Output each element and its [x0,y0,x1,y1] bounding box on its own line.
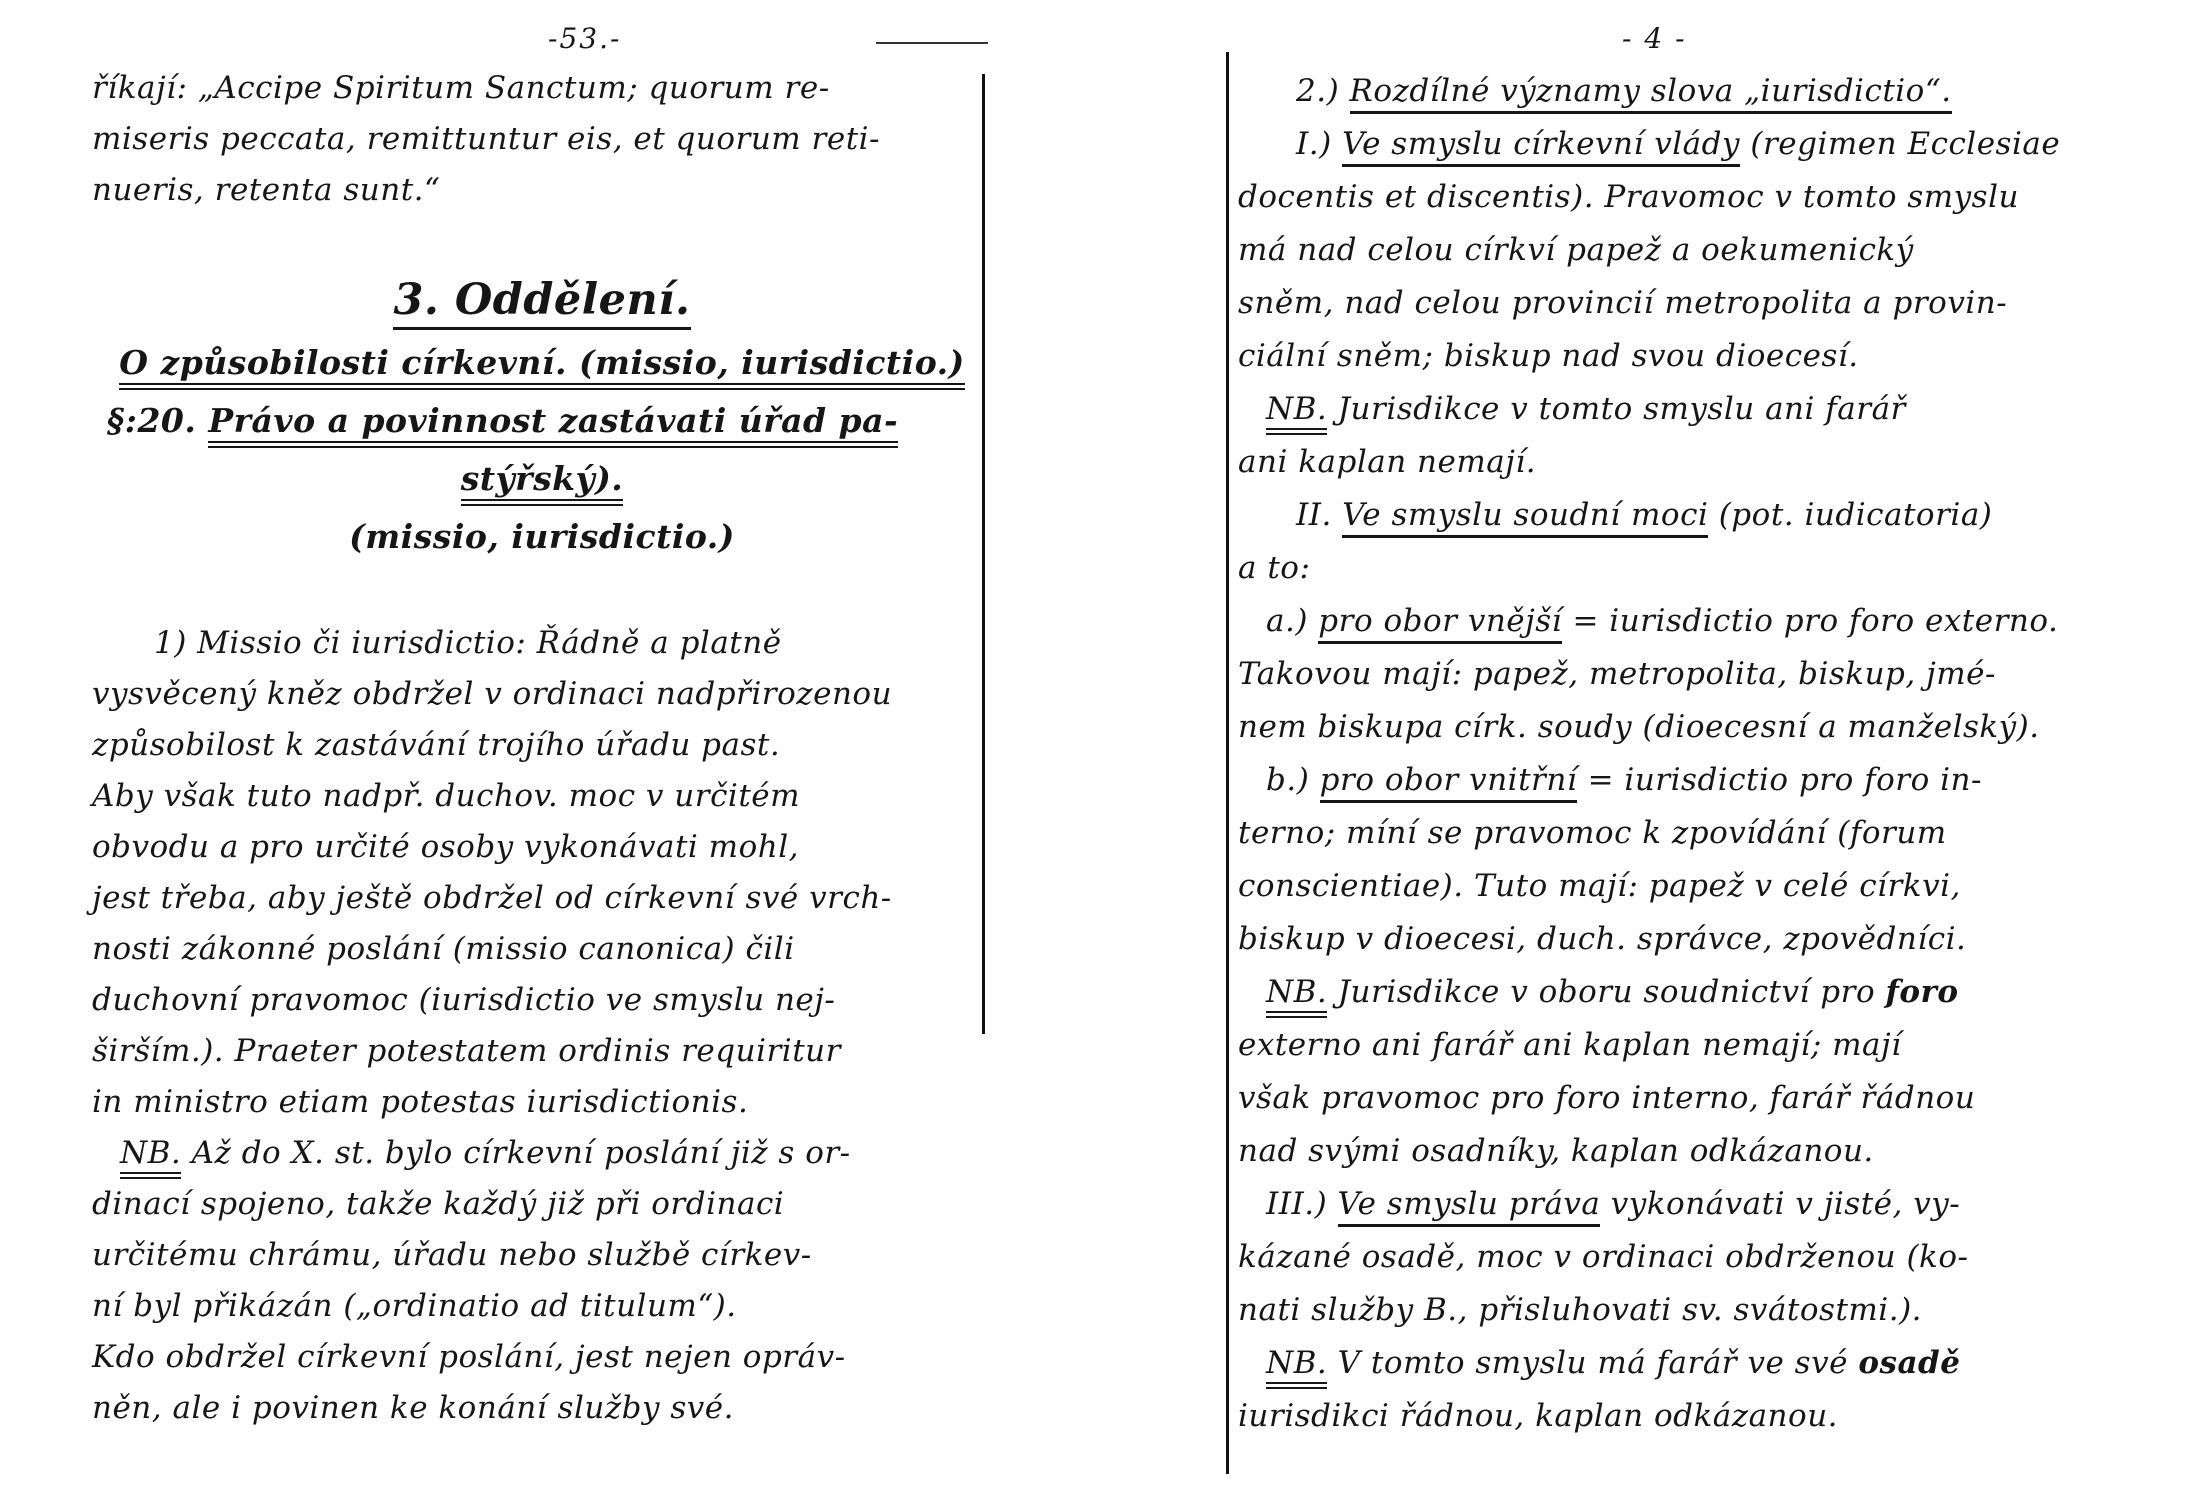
handwritten-text-line [1238,1232,2158,1285]
text-segment: ní byl přikázán („ordinatio ad titulum“). [92,1288,737,1324]
handwritten-text-line [1238,808,2158,861]
underlined-phrase: Ve smyslu práva [1338,1186,1601,1227]
text-segment: říkají: „Accipe Spiritum Sanctum; quorum re- [92,70,830,106]
handwritten-text-line [1238,755,2158,808]
handwritten-text-line [92,166,992,217]
text-segment: (regimen Ecclesiae [1740,126,2061,162]
text-segment: širším.). Praeter potestatem ordinis requiritur [92,1033,841,1069]
text-segment: I.) [1296,126,1343,162]
handwritten-text-line [92,1231,992,1282]
text-segment: dinací spojeno, takže každý již při ordinaci [92,1186,785,1222]
text-segment: miseris peccata, remittuntur eis, et quorum reti- [92,121,881,157]
text-segment: terno; míní se pravomoc k zpovídání (forum [1238,815,1947,851]
text-segment: sněm, nad celou provincií metropolita a provin- [1238,285,2008,321]
underlined-phrase: Ve smyslu soudní moci [1342,497,1708,538]
text-segment: (missio, iurisdictio.) [349,517,735,556]
handwritten-text-line [1238,1391,2158,1444]
handwritten-text-line [1238,490,2158,543]
handwritten-text-line [92,925,992,976]
text-segment: iurisdikci řádnou, kaplan odkázanou. [1238,1398,1839,1434]
text-segment: II. [1296,497,1343,533]
text-segment: III.) [1266,1186,1338,1222]
text-segment: foro [1885,974,1959,1010]
handwritten-text-line [92,217,992,268]
handwritten-text-line [92,1078,992,1129]
text-segment: ani kaplan nemají. [1238,444,1537,480]
text-segment: conscientiae). Tuto mají: papež v celé církvi, [1238,868,1961,904]
underlined-phrase: NB. [1266,1345,1327,1389]
underlined-phrase: pro obor vnější [1318,603,1562,644]
underlined-phrase: NB. [1266,391,1327,435]
handwritten-text-line [1238,119,2158,172]
text-segment: vysvěcený kněz obdržel v ordinaci nadpřirozenou [92,676,893,712]
underlined-phrase: 3. Oddělení. [393,275,690,330]
handwritten-text-line [92,1180,992,1231]
text-segment: = iurisdictio pro foro externo. [1562,603,2059,639]
handwritten-text-line [1238,1126,2158,1179]
text-segment: jest třeba, aby ještě obdržel od církevní své vrch- [92,880,892,916]
handwritten-text-line [1238,331,2158,384]
handwritten-text-line [92,670,992,721]
handwritten-text-line [92,874,992,925]
manuscript-page-right [1238,66,2158,1444]
handwritten-text-line [1238,702,2158,755]
text-segment: Až do X. st. bylo církevní poslání již s or- [181,1135,851,1171]
page-number-right: - 4 - [1622,22,1687,55]
text-segment: způsobilost k zastávání trojího úřadu past. [92,727,781,763]
handwritten-text-line [1238,1338,2158,1391]
text-segment: kázané osadě, moc v ordinaci obdrženou (ko- [1238,1239,1969,1275]
text-segment: 2.) [1296,73,1350,109]
handwritten-text-line [92,1282,992,1333]
text-segment: a to: [1238,550,1311,586]
text-segment: vykonávati v jisté, vy- [1600,1186,1961,1222]
page-number-left: -53.- [548,22,622,55]
text-segment: in ministro etiam potestas iurisdictionis. [92,1084,749,1120]
handwritten-text-line [92,619,992,670]
text-segment: nueris, retenta sunt.“ [92,172,441,208]
underlined-phrase: Ve smyslu církevní vlády [1342,126,1740,167]
text-segment: b.) [1266,762,1320,798]
handwritten-text-line [92,823,992,874]
manuscript-page-left [92,64,992,1435]
handwritten-text-line [92,1129,992,1180]
handwritten-text-line [1238,66,2158,119]
underlined-phrase: stýřský). [461,459,624,506]
text-segment: V tomto smyslu má farář ve své [1327,1345,1859,1381]
handwritten-text-line [92,772,992,823]
text-segment: Kdo obdržel církevní poslání, jest nejen opráv- [92,1339,846,1375]
handwritten-text-line [1238,437,2158,490]
handwritten-text-line [92,452,992,510]
handwritten-text-line [1238,1285,2158,1338]
text-segment: Aby však tuto nadpř. duchov. moc v určitém [92,778,801,814]
text-segment: nati služby B., přisluhovati sv. svátostmi.). [1238,1292,1923,1328]
text-segment: Jurisdikce v tomto smyslu ani farář [1327,391,1906,427]
handwritten-text-line [92,510,992,568]
handwritten-text-line [1238,1179,2158,1232]
handwritten-text-line [1238,1020,2158,1073]
underlined-phrase: Rozdílné významy slova „iurisdictio“. [1350,73,1952,114]
text-segment: nem biskupa círk. soudy (dioecesní a manželský). [1238,709,2040,745]
text-segment: má nad celou církví papež a oekumenický [1238,232,1914,268]
underlined-phrase: pro obor vnitřní [1320,762,1578,803]
handwritten-text-line [1238,172,2158,225]
handwritten-text-line [92,115,992,166]
text-segment: 1) Missio či iurisdictio: Řádně a platně [154,625,782,661]
handwritten-text-line [92,976,992,1027]
handwritten-text-line [1238,278,2158,331]
handwritten-text-line [1238,384,2158,437]
handwritten-text-line [92,1384,992,1435]
text-segment: (pot. iudicatoria) [1708,497,1993,533]
text-segment: = iurisdictio pro foro in- [1577,762,1982,798]
handwritten-text-line [92,1333,992,1384]
text-segment: §:20. [107,401,209,440]
text-segment: určitému chrámu, úřadu nebo službě církev- [92,1237,812,1273]
text-segment: Takovou mají: papež, metropolita, biskup, jmé- [1238,656,1996,692]
underlined-phrase: O způsobilosti církevní. (missio, iurisdictio.) [119,343,965,390]
text-segment: duchovní pravomoc (iurisdictio ve smyslu nej- [92,982,836,1018]
handwritten-text-line [92,721,992,772]
text-segment: nad svými osadníky, kaplan odkázanou. [1238,1133,1874,1169]
handwritten-text-line [1238,914,2158,967]
text-segment: Jurisdikce v oboru soudnictví pro [1327,974,1886,1010]
text-segment: něn, ale i povinen ke konání služby své. [92,1390,734,1426]
handwritten-text-line [1238,543,2158,596]
handwritten-text-line [1238,967,2158,1020]
handwritten-text-line [92,1027,992,1078]
handwritten-text-line [92,268,992,336]
handwritten-text-line [92,64,992,115]
text-segment: však pravomoc pro foro interno, farář řádnou [1238,1080,1976,1116]
text-segment: nosti zákonné poslání (missio canonica) čili [92,931,795,967]
handwritten-text-line [1238,861,2158,914]
text-segment: docentis et discentis). Pravomoc v tomto smyslu [1238,179,2019,215]
text-segment: ciální sněm; biskup nad svou dioecesí. [1238,338,1859,374]
text-segment: externo ani farář ani kaplan nemají; mají [1238,1027,1902,1063]
text-segment: biskup v dioecesi, duch. správce, zpovědníci. [1238,921,1967,957]
handwritten-text-line [1238,1073,2158,1126]
text-segment: osadě [1858,1345,1961,1381]
right-page-column-rule [1226,52,1229,1474]
text-segment: a.) [1266,603,1319,639]
underlined-phrase: NB. [120,1135,181,1179]
underlined-phrase: Právo a povinnost zastávati úřad pa- [208,401,898,448]
text-segment: obvodu a pro určité osoby vykonávati mohl, [92,829,799,865]
underlined-phrase: NB. [1266,974,1327,1018]
handwritten-text-line [1238,596,2158,649]
handwritten-text-line [1238,649,2158,702]
stray-scan-mark [876,42,988,44]
handwritten-text-line [92,394,992,452]
handwritten-text-line [92,568,992,619]
handwritten-text-line [1238,225,2158,278]
handwritten-text-line [92,336,992,394]
